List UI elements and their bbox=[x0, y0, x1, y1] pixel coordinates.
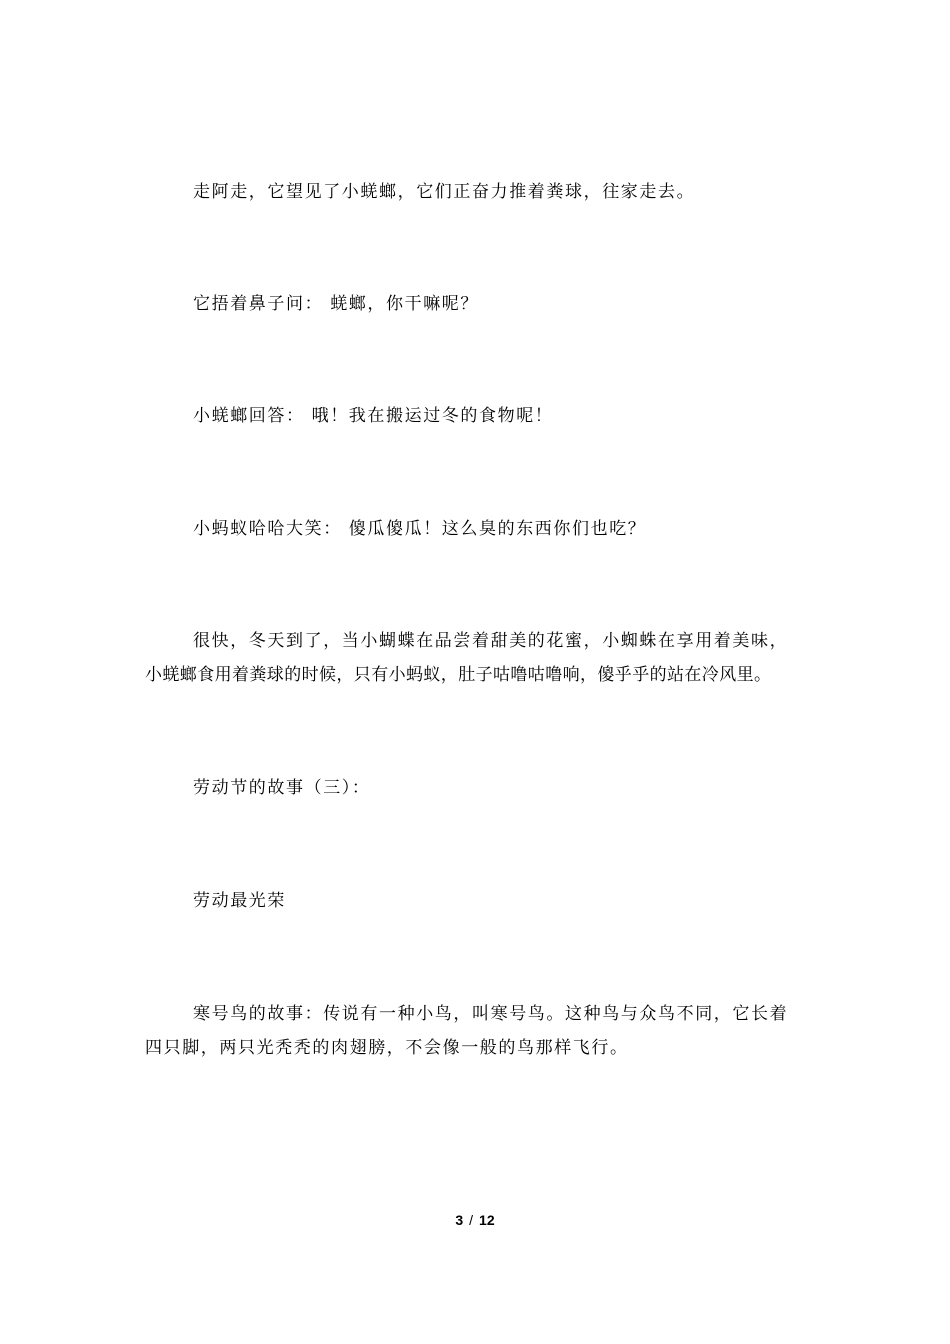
paragraph-line: 寒号鸟的故事：传说有一种小鸟，叫寒号鸟。这种鸟与众鸟不同，它长着 bbox=[193, 1004, 789, 1024]
paragraph-line: 劳动最光荣 bbox=[193, 891, 286, 911]
paragraph-3 bbox=[145, 399, 805, 433]
paragraph-line: 小蜣螂回答： 哦！我在搬运过冬的食物呢！ bbox=[193, 406, 554, 426]
section-title bbox=[145, 884, 805, 918]
paragraph-line: 小蚂蚁哈哈大笑： 傻瓜傻瓜！这么臭的东西你们也吃？ bbox=[193, 519, 647, 539]
current-page: 3 bbox=[455, 1212, 464, 1228]
paragraph-8 bbox=[145, 997, 805, 1065]
paragraph-line: 它捂着鼻子问： 蜣螂，你干嘛呢？ bbox=[193, 294, 480, 314]
paragraph-4 bbox=[145, 512, 805, 546]
paragraph-2 bbox=[145, 287, 805, 321]
paragraph-1 bbox=[145, 175, 805, 209]
paragraph-5 bbox=[145, 624, 805, 692]
paragraph-line: 小蜣螂食用着粪球的时候，只有小蚂蚁，肚子咕噜咕噜响，傻乎乎的站在冷风里。 bbox=[145, 665, 772, 685]
page-number bbox=[0, 1212, 950, 1228]
total-pages: 12 bbox=[479, 1212, 495, 1228]
section-heading bbox=[145, 771, 805, 805]
page-separator: / bbox=[469, 1212, 474, 1228]
paragraph-line: 很快，冬天到了，当小蝴蝶在品尝着甜美的花蜜，小蜘蛛在享用着美味， bbox=[193, 631, 789, 651]
paragraph-line: 四只脚，两只光秃秃的肉翅膀，不会像一般的鸟那样飞行。 bbox=[145, 1038, 629, 1058]
paragraph-line: 走阿走，它望见了小蜣螂，它们正奋力推着粪球，往家走去。 bbox=[193, 182, 696, 202]
paragraph-line: 劳动节的故事（三）： bbox=[193, 778, 371, 798]
